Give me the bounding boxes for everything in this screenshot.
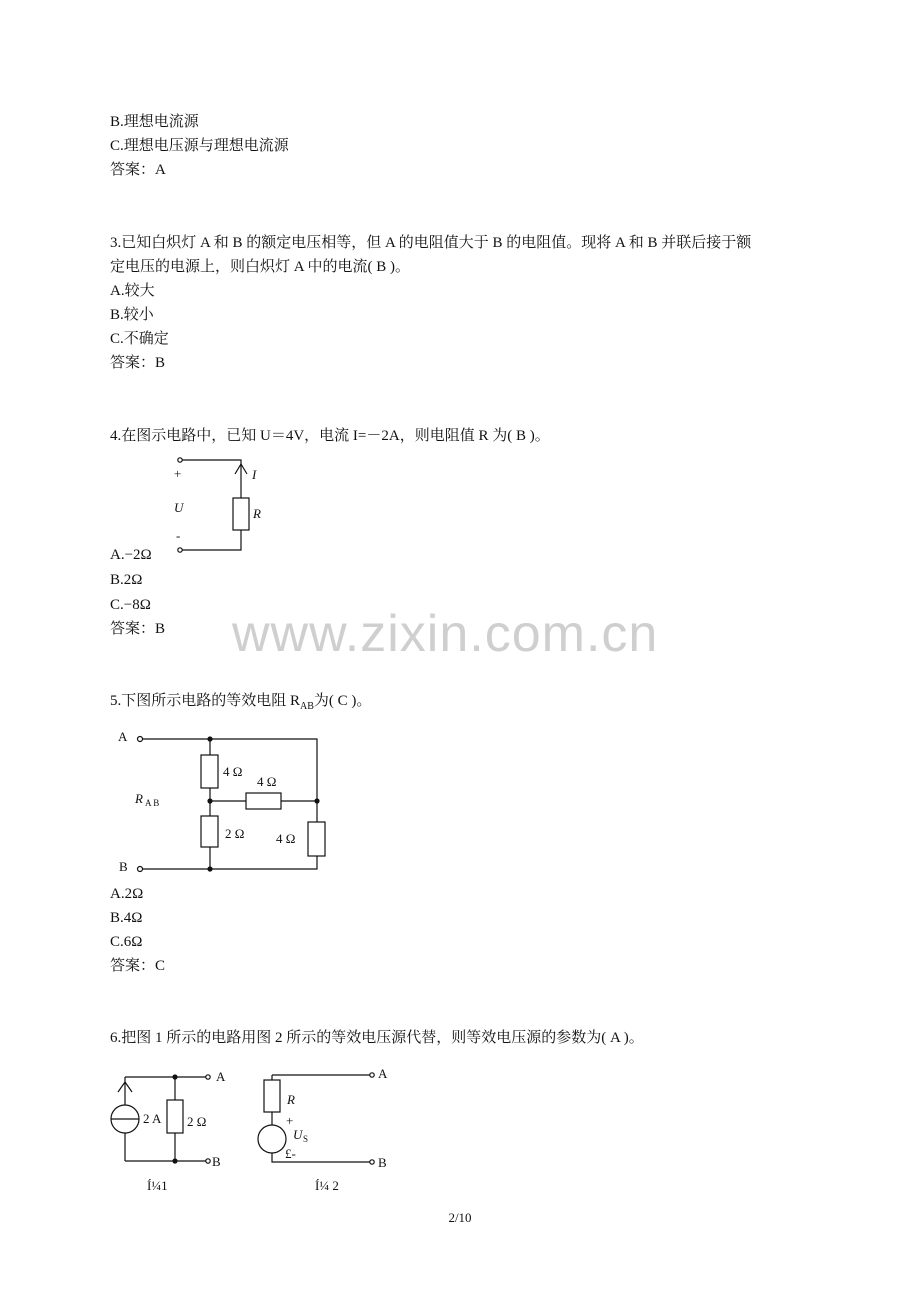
q4-option-c: C.−8Ω	[110, 597, 151, 613]
q2-answer: 答案：A	[110, 162, 166, 178]
q5-terminal-a: A	[118, 729, 128, 744]
q4-current-label: I	[252, 467, 257, 482]
q2-option-b: B.理想电流源	[110, 114, 199, 130]
q6-stem: 6.把图 1 所示的电路用图 2 所示的等效电压源代替，则等效电压源的参数为( A )。	[110, 1030, 644, 1046]
q6-fig2-resistor-label: R	[287, 1092, 295, 1107]
q5-r1-label: 4 Ω	[223, 764, 243, 779]
q5-stem-pre: 5.下图所示电路的等效电阻 R	[110, 693, 301, 709]
q5-r2-label: 4 Ω	[257, 774, 277, 789]
q3-option-a: A.较大	[110, 283, 155, 299]
q5-option-b: B.4Ω	[110, 910, 143, 926]
q6-fig1-resistor-label: 2 Ω	[187, 1114, 207, 1129]
q5-rab-label: R	[135, 791, 143, 806]
q3-option-c: C.不确定	[110, 331, 169, 347]
q6-fig2-minus-label: £-	[285, 1146, 296, 1161]
q3-stem-line1: 3.已知白炽灯 A 和 B 的额定电压相等，但 A 的电阻值大于 B 的电阻值。现将 A 和 B 并联后接于额	[110, 235, 752, 251]
q5-answer: 答案：C	[110, 958, 166, 974]
q5-rab-sub: A B	[145, 798, 160, 808]
q6-fig1-source-label: 2 A	[143, 1111, 162, 1126]
page-number: 2/10	[448, 1210, 472, 1225]
q4-circuit	[178, 458, 249, 552]
q5-option-c: C.6Ω	[110, 934, 143, 950]
q4-stem: 4.在图示电路中，已知 U＝4V，电流 I=－2A，则电阻值 R 为( B )。	[110, 428, 550, 444]
q6-fig2-terminal-b: B	[378, 1155, 387, 1170]
q5-terminal-b: B	[119, 859, 128, 874]
q2-option-c: C.理想电压源与理想电流源	[110, 138, 289, 154]
q5-stem-sub: AB	[300, 701, 314, 712]
q4-resistor-label: R	[253, 506, 261, 521]
q4-minus-label: -	[176, 528, 181, 543]
q5-circuit	[138, 737, 326, 872]
q5-option-a: A.2Ω	[110, 886, 144, 902]
q6-fig2-caption: Í¼ 2	[315, 1178, 339, 1193]
q3-answer: 答案：B	[110, 355, 166, 371]
q5-r3-label: 2 Ω	[225, 826, 245, 841]
q4-answer: 答案：B	[110, 621, 166, 637]
q5-r4-label: 4 Ω	[276, 831, 296, 846]
q4-voltage-label: U	[174, 500, 184, 515]
q3-stem-line2: 定电压的电源上，则白炽灯 A 中的电流( B )。	[110, 259, 411, 275]
q6-fig2-us-label: U	[293, 1127, 303, 1142]
q6-fig1-terminal-b: B	[212, 1154, 221, 1169]
q6-fig1-caption: Í¼1	[147, 1178, 168, 1193]
q6-figure-2	[258, 1073, 374, 1164]
q3-option-b: B.较小	[110, 307, 154, 323]
q6-fig2-terminal-a: A	[378, 1066, 388, 1081]
q6-fig2-plus-label: +	[286, 1113, 294, 1128]
q6-fig2-us-sub: S	[303, 1134, 309, 1144]
q4-option-b: B.2Ω	[110, 572, 143, 588]
watermark: www.zixin.com.cn	[232, 605, 659, 663]
q5-stem-post: 为( C )。	[313, 693, 372, 709]
q4-plus-label: +	[174, 466, 182, 481]
q4-option-a: A.−2Ω	[110, 547, 152, 563]
q6-fig1-terminal-a: A	[216, 1069, 226, 1084]
